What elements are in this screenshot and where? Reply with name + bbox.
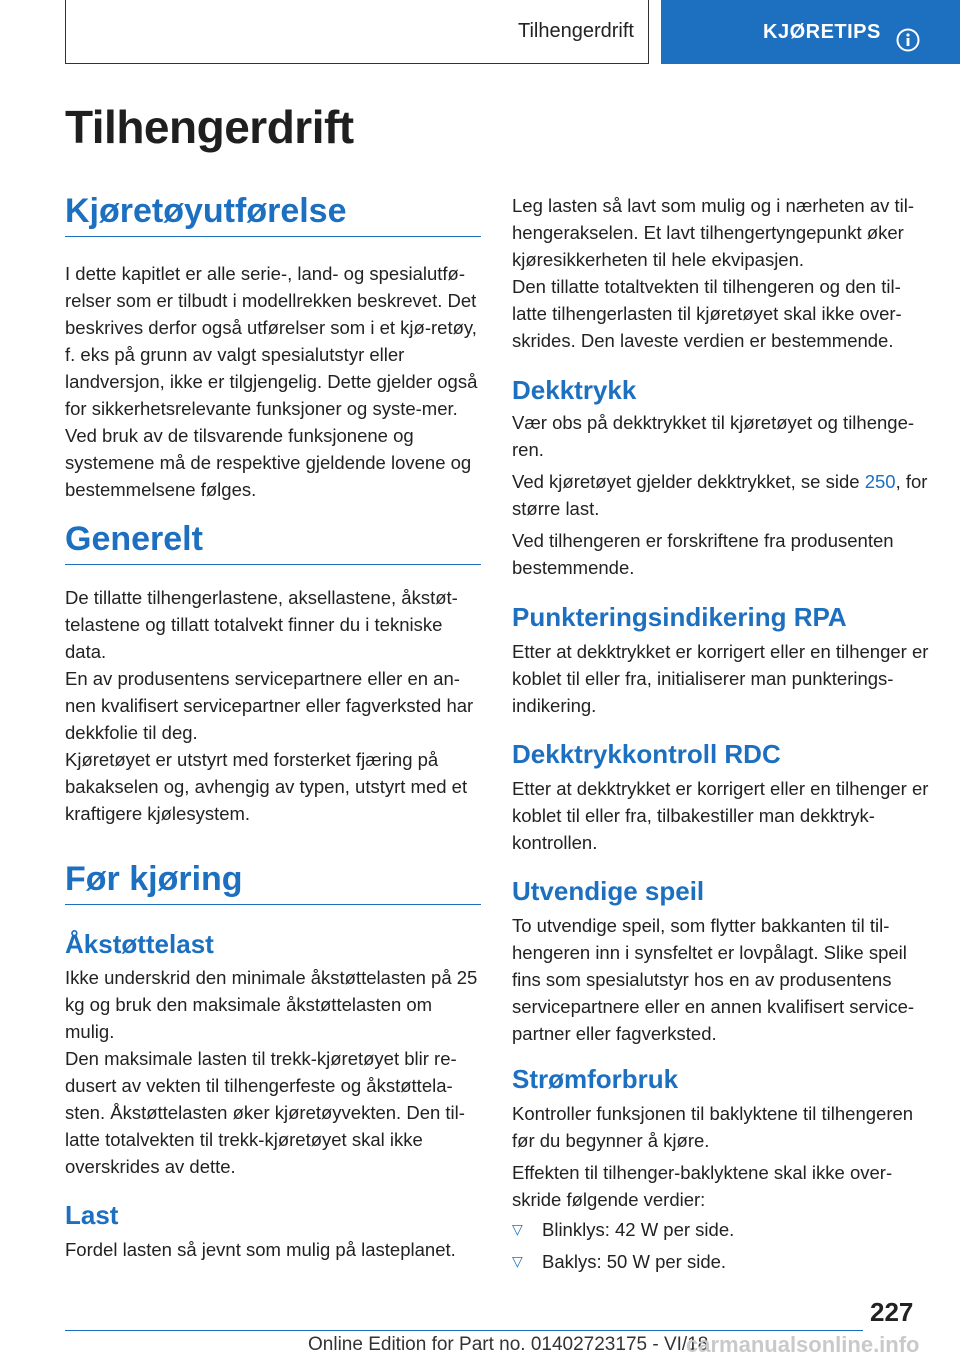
paragraph: De tillatte tilhengerlastene, aksellastene, åkstøt-telastene og tillatt totalvekt finner du i tekniske data.	[65, 587, 458, 662]
header-chapter-label: KJØRETIPS	[763, 20, 881, 43]
bullet-triangle-icon: ▽	[512, 1253, 523, 1269]
paragraph: Etter at dekktrykket er korrigert eller en tilhenger er koblet til eller fra, initialiserer man punkterings-indikering.	[512, 641, 929, 716]
paragraph: En av produsentens servicepartnere eller en an-nen kvalifisert servicepartner eller fagverksted har dekkfolie til deg.	[65, 668, 474, 743]
section-divider	[65, 564, 481, 565]
paragraph: Vær obs på dekktrykket til kjøretøyet og tilhenge-ren.	[512, 412, 915, 460]
paragraph: I dette kapitlet er alle serie-, land- og spesialutfø-relser som er tilbudt i modellrekken beskrevet. Det beskrives derfor også utførelser som i et kjø-retøy, f. eks på grunn av valgt spesialutstyr eller landversjon, ikke er tilgjengelig. Dette gjelder også for sikkerhetsrelevante funksjoner og syste-mer. Ved bruk av de tilsvarende funksjonene og systemene må de respektive gjeldende lovene og bestemmelsene følges.	[65, 263, 478, 500]
list-item-text: Baklys: 50 W per side.	[542, 1251, 727, 1272]
paragraph: Kjøretøyet er utstyrt med forsterket fjæring på bakakselen og, avhengig av typen, utstyrt med et kraftigere kjølesystem.	[65, 749, 468, 824]
paragraph: Effekten til tilhenger-baklyktene skal ikke over-skride følgende verdier:	[512, 1162, 893, 1210]
subsection-title-last: Last	[65, 1200, 119, 1230]
subsection-title-utvendige-speil: Utvendige speil	[512, 876, 705, 906]
header-section-label: Tilhengerdrift	[518, 20, 634, 42]
paragraph: Etter at dekktrykket er korrigert eller en tilhenger er koblet til eller fra, tilbakestiller man dekktryk-kontrollen.	[512, 778, 929, 853]
section-divider	[65, 236, 481, 237]
header-section-tab	[65, 0, 649, 64]
paragraph: Kontroller funksjonen til baklyktene til tilhengeren før du begynner å kjøre.	[512, 1103, 914, 1151]
page-link-250[interactable]: 250	[864, 471, 896, 492]
list-item-text: Blinklys: 42 W per side.	[542, 1219, 735, 1240]
list-item	[512, 1216, 930, 1243]
subsection-title-stromforbruk: Strømforbruk	[512, 1064, 679, 1094]
section-title-generelt: Generelt	[65, 520, 203, 558]
paragraph: Ved tilhengeren er forskriftene fra produsenten bestemmende.	[512, 530, 894, 578]
paragraph: Fordel lasten så jevnt som mulig på lasteplanet.	[65, 1239, 456, 1260]
section-divider	[65, 904, 481, 905]
paragraph: Den tillatte totaltvekten til tilhengeren og den til-latte tilhengerlasten til kjøretøyet skal ikke over-skrides. Den laveste verdien er bestemmende.	[512, 276, 902, 351]
page-number: 227	[870, 1297, 914, 1327]
watermark: carmanualsonline.info	[686, 1332, 920, 1357]
paragraph: Den maksimale lasten til trekk-kjøretøyet blir re-dusert av vekten til tilhengerfeste og åkstøttela-sten. Åkstøttelasten øker kjøretøyvekten. Den til-latte totalvekten til trekk-kjøretøyet skal ikke overskrides av dette.	[65, 1048, 465, 1177]
subsection-title-akstottelast: Åkstøttelast	[65, 929, 214, 959]
bullet-triangle-icon: ▽	[512, 1221, 523, 1237]
info-icon	[896, 28, 920, 52]
paragraph: Ikke underskrid den minimale åkstøttelasten på 25 kg og bruk den maksimale åkstøttelasten om mulig.	[65, 967, 478, 1042]
subsection-title-rpa: Punkteringsindikering RPA	[512, 602, 847, 632]
paragraph-with-link	[512, 468, 930, 522]
text: Ved kjøretøyet gjelder dekktrykket, se side	[512, 471, 865, 492]
list-item	[512, 1248, 930, 1275]
paragraph: Leg lasten så lavt som mulig og i nærheten av til-hengerakselen. Et lavt tilhengertyngepunkt øker kjøresikkerheten til hele ekvipasjen.	[512, 195, 915, 270]
page-title: Tilhengerdrift	[65, 101, 354, 153]
text: , for større last.	[512, 471, 928, 519]
paragraph: To utvendige speil, som flytter bakkanten til til-hengeren inn i synsfeltet er lovpålagt. Slike speil fins som spesialutstyr hos en av produsentens servicepartnere eller en annen kvalifisert service-partner eller fagverksted.	[512, 915, 915, 1044]
subsection-title-dekktrykk: Dekktrykk	[512, 375, 637, 405]
footer-edition: Online Edition for Part no. 01402723175 - VI/18	[308, 1334, 709, 1355]
subsection-title-rdc: Dekktrykkontroll RDC	[512, 739, 781, 769]
section-title-kjoretoyutforelse: Kjøretøyutførelse	[65, 192, 347, 230]
footer-divider	[65, 1330, 863, 1331]
section-title-for-kjoring: Før kjøring	[65, 860, 243, 898]
